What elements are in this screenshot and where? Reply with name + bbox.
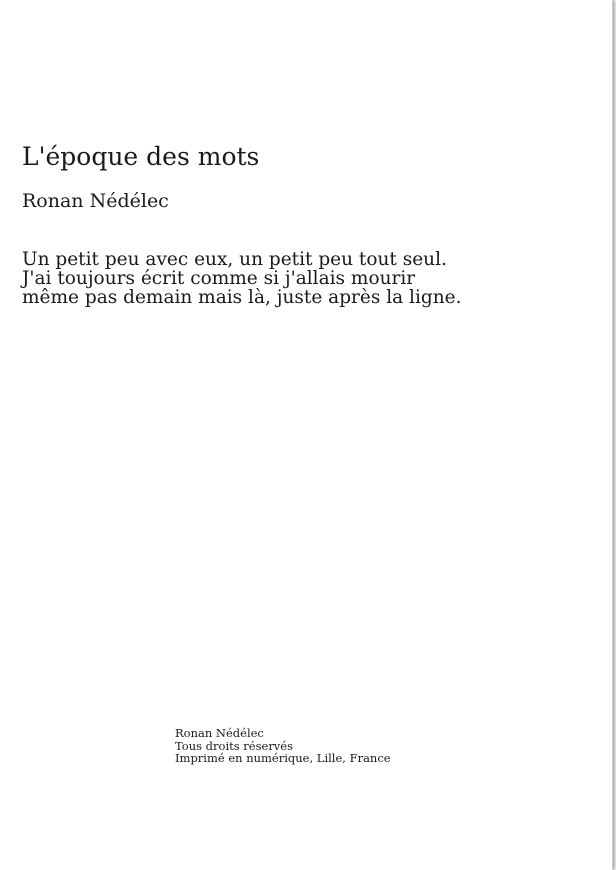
poem-line: Un petit peu avec eux, un petit peu tout seul. [22, 249, 447, 270]
colophon-printing: Imprimé en numérique, Lille, France [175, 751, 391, 765]
poem-line: J'ai toujours écrit comme si j'allais mourir [22, 268, 416, 289]
book-title: L'époque des mots [22, 142, 260, 171]
poem-line: même pas demain mais là, juste après la ligne. [22, 287, 462, 308]
colophon [175, 727, 391, 765]
book-author: Ronan Nédélec [22, 190, 169, 212]
colophon-rights: Tous droits réservés [175, 738, 294, 753]
poem-excerpt [22, 250, 461, 307]
colophon-author: Ronan Nédélec [175, 726, 264, 740]
